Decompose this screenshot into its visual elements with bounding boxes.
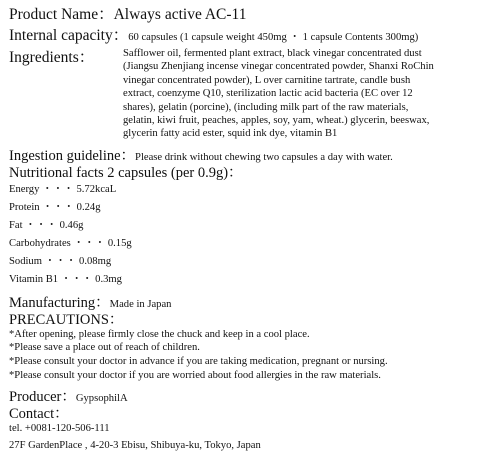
product-name-label: Product Name： [9, 6, 114, 23]
ingestion-guideline-label: Ingestion guideline： [9, 147, 136, 164]
ingredients-line: extract, coenzyme Q10, sterilization lactic acid bacteria (EC over 12 [123, 88, 413, 100]
ingestion-guideline-text: Please drink without chewing two capsules a day with water. [135, 151, 393, 163]
contact-tel: tel. +0081-120-506-111 [9, 423, 110, 435]
nutrition-row-energy: Energy ・・・ 5.72kcaL [9, 183, 117, 195]
precaution-item: *Please consult your doctor if you are worried about food allergies in the raw materials. [9, 369, 381, 381]
manufacturing-label: Manufacturing： [9, 294, 110, 311]
ingredients-label: Ingredients： [9, 49, 95, 66]
precaution-item: *Please save a place out of reach of children. [9, 342, 200, 354]
ingestion-guideline-row [9, 144, 492, 165]
internal-capacity-value: 60 capsules (1 capsule weight 450mg ・ 1 capsule Contents 300mg) [128, 32, 419, 43]
ingredients-line: (Jiangsu Zhenjiang incense vinegar concentrated powder, Shanxi RoChin [123, 61, 434, 73]
precaution-item: *Please consult your doctor in advance if you are taking medication, pregnant or nursing. [9, 356, 388, 368]
ingredients-line: glycerin fatty acid ester, squid ink dye, vitamin B1 [123, 128, 338, 140]
precautions-title: PRECAUTIONS： [9, 311, 124, 328]
producer-row [9, 385, 492, 406]
internal-capacity-row [9, 23, 492, 45]
nutrition-row-sodium: Sodium ・・・ 0.08mg [9, 255, 112, 267]
ingredients-text [123, 45, 492, 141]
nutrition-row-fat: Fat ・・・ 0.46g [9, 219, 84, 231]
nutrition-row-protein: Protein ・・・ 0.24g [9, 201, 101, 213]
ingredients-section [9, 45, 492, 141]
nutrition-title: Nutritional facts 2 capsules (per 0.9g)： [9, 164, 243, 181]
ingredients-line: shares), gelatin (porcine), (including milk part of the raw materials, [123, 101, 409, 113]
nutrition-list [9, 181, 492, 289]
ingredients-line: Safflower oil, fermented plant extract, black vinegar concentrated dust [123, 48, 422, 59]
nutrition-row-carbohydrates: Carbohydrates ・・・ 0.15g [9, 237, 132, 249]
manufacturing-row [9, 291, 492, 312]
producer-label: Producer： [9, 389, 76, 406]
precautions-list [9, 328, 492, 382]
product-name-value: Always active AC-11 [113, 6, 247, 23]
ingredients-line: vinegar concentrated powder), L over carnitine tartrate, candle bush [123, 74, 411, 86]
contact-label: Contact： [9, 406, 69, 423]
contact-address: 27F GardenPlace , 4-20-3 Ebisu, Shibuya-ku, Tokyo, Japan [9, 439, 261, 451]
internal-capacity-label: Internal capacity： [9, 27, 129, 44]
manufacturing-value: Made in Japan [109, 298, 172, 310]
nutrition-row-vitamin-b1: Vitamin B1 ・・・ 0.3mg [9, 273, 122, 285]
precaution-item: *After opening, please firmly close the chuck and keep in a cool place. [9, 328, 310, 340]
producer-value: GypsophilA [75, 393, 128, 405]
product-name-row [9, 6, 492, 23]
contact-details [9, 422, 492, 452]
ingredients-line: gelatin, kiwi fruit, peaches, apples, soy, yam, wheat.) glycerin, beeswax, [123, 115, 430, 127]
